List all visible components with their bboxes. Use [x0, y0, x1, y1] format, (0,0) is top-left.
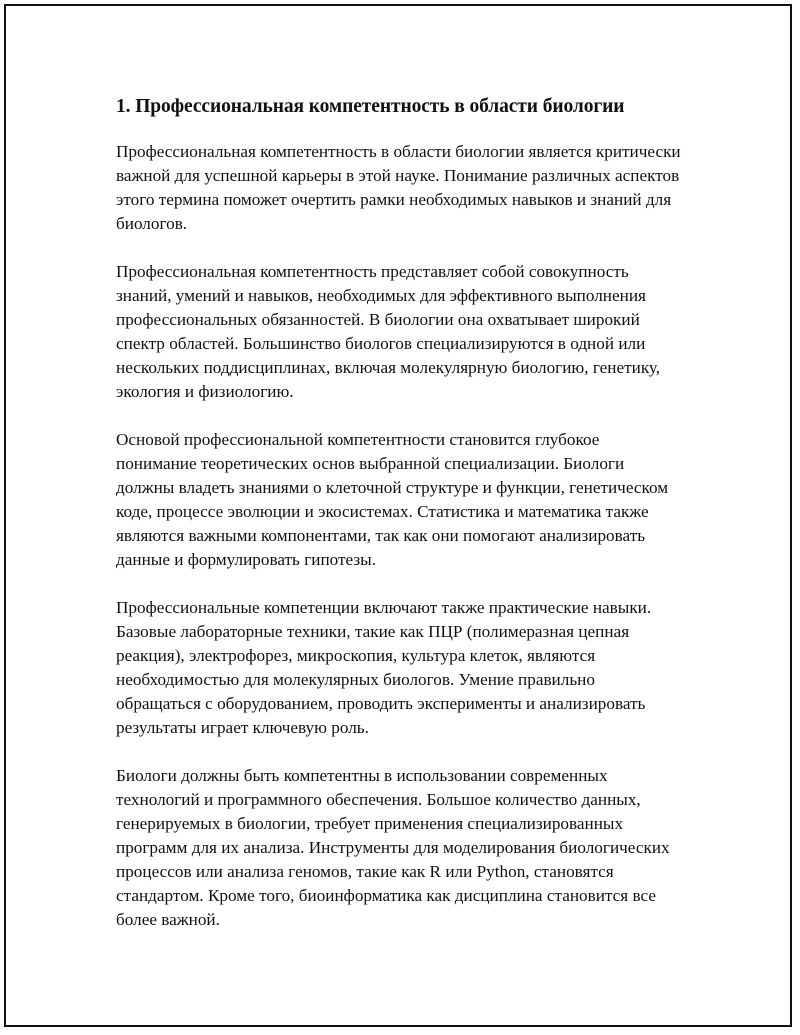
paragraph-2: Профессиональная компетентность представляет собой совокупность знаний, умений и навыков, необходимых для эффективного выполнения профессиональных обязанностей. В биологии она охватывает широкий спектр областей. Большинство биологов специализируются в одной или нескольких поддисциплинах, включая молекулярную биологию, генетику, экология и физиологию. [116, 262, 661, 401]
document-body [116, 94, 684, 956]
paragraph-3: Основой профессиональной компетентности становится глубокое понимание теоретических основ выбранной специализации. Биологи должны владеть знаниями о клеточной структуре и функции, генетическом коде, процессе эволюции и экосистемах. Статистика и математика также являются важными компонентами, так как они помогают анализировать данные и формулировать гипотезы. [116, 430, 669, 569]
section-heading: 1. Профессиональная компетентность в области биологии [116, 96, 625, 117]
paragraph-5: Биологи должны быть компетентны в использовании современных технологий и программного обеспечения. Большое количество данных, генерируемых в биологии, требует применения специализированных программ для их анализа. Инструменты для моделирования биологических процессов или анализа геномов, такие как R или Python, становятся стандартом. Кроме того, биоинформатика как дисциплина становится все более важной. [116, 766, 670, 929]
paragraph-4: Профессиональные компетенции включают также практические навыки. Базовые лабораторные техники, такие как ПЦР (полимеразная цепная реакция), электрофорез, микроскопия, культура клеток, являются необходимостью для молекулярных биологов. Умение правильно обращаться с оборудованием, проводить эксперименты и анализировать результаты играет ключевую роль. [116, 598, 652, 737]
paragraph-1: Профессиональная компетентность в области биологии является критически важной для успешной карьеры в этой науке. Понимание различных аспектов этого термина поможет очертить рамки необходимых навыков и знаний для биологов. [116, 142, 681, 233]
